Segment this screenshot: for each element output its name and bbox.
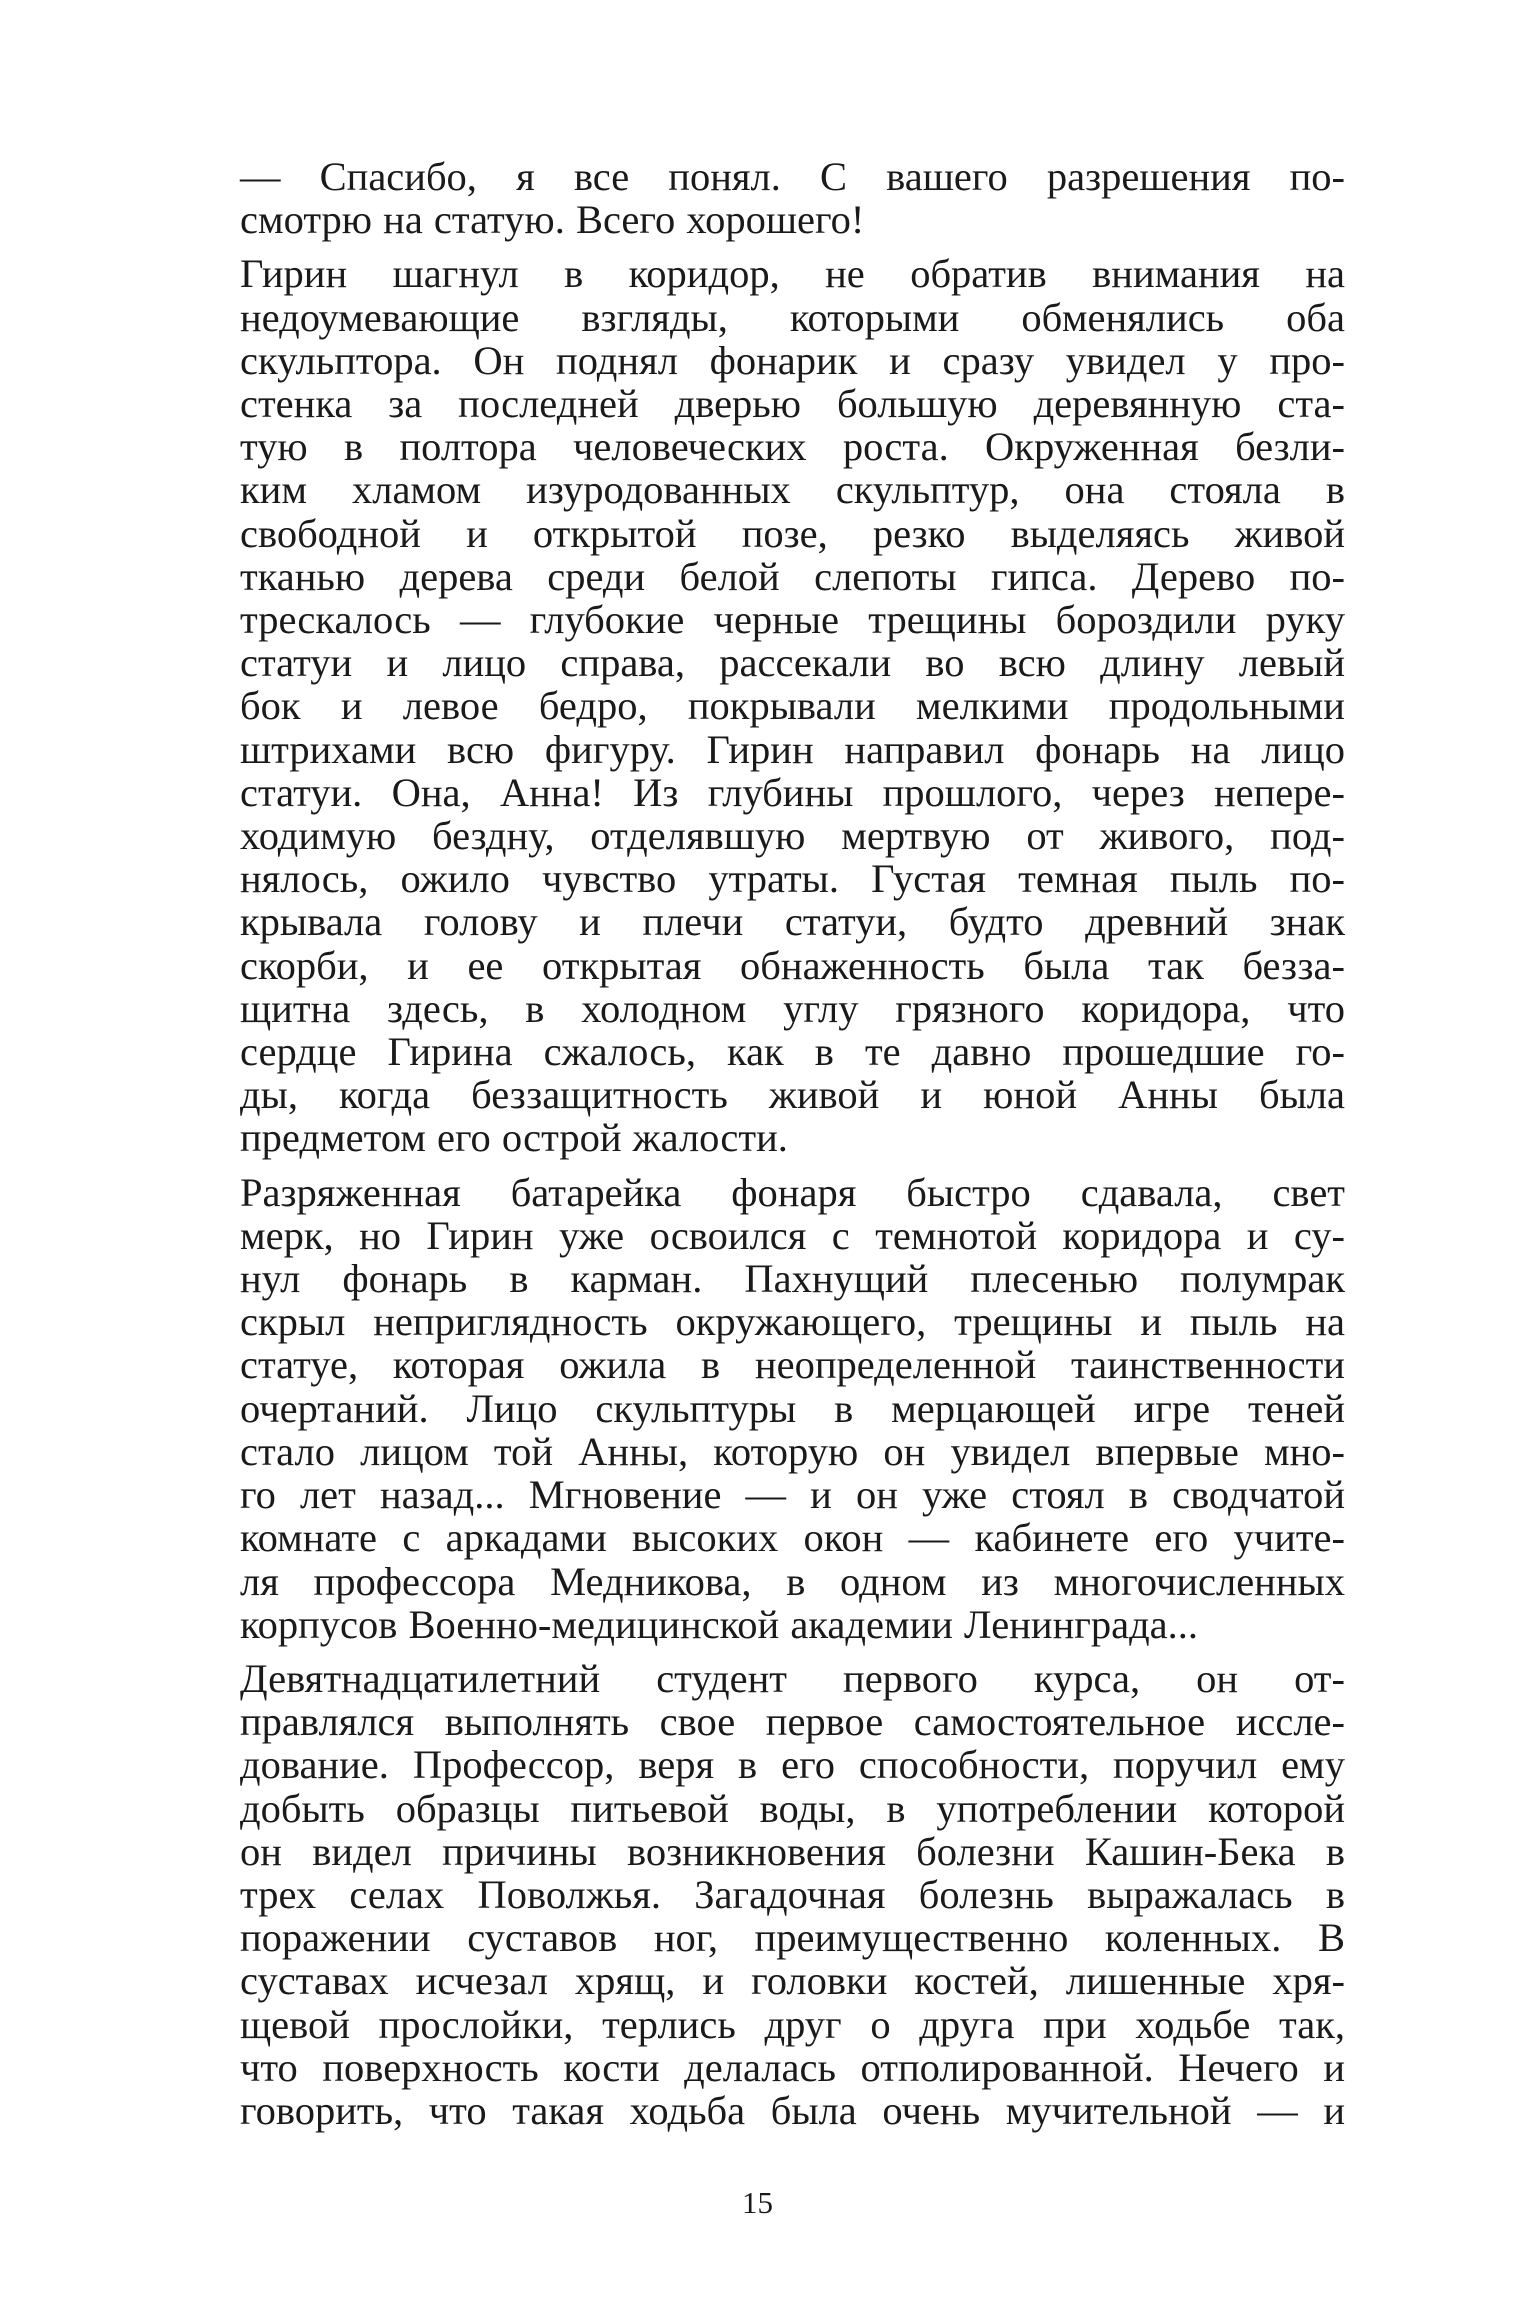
paragraph-4 bbox=[170, 1657, 1345, 2132]
text-line: мерк, но Гирин уже освоился с темнотой коридора и су- bbox=[240, 1212, 1345, 1258]
text-line: статуи. Она, Анна! Из глубины прошлого, через непере- bbox=[240, 769, 1345, 815]
text-line: крывала голову и плечи статуи, будто древний знак bbox=[240, 899, 1345, 945]
text-line: нялось, ожило чувство утраты. Густая темная пыль по- bbox=[240, 856, 1345, 902]
text-line: дование. Профессор, веря в его способности, поручил ему bbox=[240, 1742, 1345, 1788]
text-line: тканью дерева среди белой слепоты гипса. Дерево по- bbox=[240, 553, 1345, 599]
text-line: штрихами всю фигуру. Гирин направил фонарь на лицо bbox=[240, 726, 1345, 772]
text-line: ким хламом изуродованных скульптур, она стояла в bbox=[240, 467, 1345, 513]
paragraph-3 bbox=[170, 1171, 1345, 1646]
text-line: скрыл неприглядность окружающего, трещины и пыль на bbox=[240, 1299, 1345, 1345]
text-line: сердце Гирина сжалось, как в те давно прошедшие го- bbox=[240, 1029, 1345, 1075]
text-line: стенка за последней дверью большую деревянную ста- bbox=[240, 381, 1345, 427]
text-line: комнате с аркадами высоких окон — кабинете его учите- bbox=[240, 1515, 1345, 1561]
page-body bbox=[170, 155, 1345, 2143]
text-line: ды, когда беззащитность живой и юной Анны была bbox=[240, 1072, 1345, 1118]
text-line: ля профессора Медникова, в одном из многочисленных bbox=[240, 1558, 1345, 1604]
text-line: щевой прослойки, терлись друг о друга при ходьбе так, bbox=[240, 2001, 1345, 2047]
text-line: ходимую бездну, отделявшую мертвую от живого, под- bbox=[240, 813, 1345, 859]
text-line: Девятнадцатилетний студент первого курса, он от- bbox=[240, 1655, 1345, 1701]
text-line: смотрю на статую. Всего хорошего! bbox=[240, 197, 865, 243]
text-line: недоумевающие взгляды, которыми обменялись оба bbox=[240, 294, 1345, 340]
text-line: свободной и открытой позе, резко выделяясь живой bbox=[240, 510, 1345, 556]
text-line: го лет назад... Мгновение — и он уже стоял в сводчатой bbox=[240, 1472, 1345, 1518]
paragraph-1 bbox=[170, 155, 1345, 241]
text-line: суставах исчезал хрящ, и головки костей, лишенные хря- bbox=[240, 1958, 1345, 2004]
paragraph-2 bbox=[170, 252, 1345, 1159]
text-line: правлялся выполнять свое первое самостоятельное иссле- bbox=[240, 1699, 1345, 1745]
text-line: добыть образцы питьевой воды, в употреблении которой bbox=[240, 1785, 1345, 1831]
text-line: бок и левое бедро, покрывали мелкими продольными bbox=[240, 683, 1345, 729]
text-line: корпусов Военно-медицинской академии Ленинграда... bbox=[240, 1601, 1199, 1647]
text-line: тую в полтора человеческих роста. Окруженная безли- bbox=[240, 424, 1345, 470]
text-line: трех селах Поволжья. Загадочная болезнь выражалась в bbox=[240, 1871, 1345, 1917]
text-line: говорить, что такая ходьба была очень мучительной — и bbox=[240, 2087, 1345, 2133]
text-line: — Спасибо, я все понял. С вашего разрешения по- bbox=[240, 154, 1345, 199]
text-line: предметом его острой жалости. bbox=[240, 1115, 788, 1161]
text-line: статуе, которая ожила в неопределенной таинственности bbox=[240, 1342, 1345, 1388]
text-line: нул фонарь в карман. Пахнущий плесенью полумрак bbox=[240, 1256, 1345, 1302]
text-line: скорби, и ее открытая обнаженность была так безза- bbox=[240, 942, 1345, 988]
text-line: он видел причины возникновения болезни Кашин-Бека в bbox=[240, 1828, 1345, 1874]
text-line: скульптора. Он поднял фонарик и сразу увидел у про- bbox=[240, 337, 1345, 383]
text-line: что поверхность кости делалась отполированной. Нечего и bbox=[240, 2044, 1345, 2090]
text-line: щитна здесь, в холодном углу грязного коридора, что bbox=[240, 985, 1345, 1031]
text-line: стало лицом той Анны, которую он увидел впервые мно- bbox=[240, 1428, 1345, 1474]
text-line: статуи и лицо справа, рассекали во всю длину левый bbox=[240, 640, 1345, 686]
text-line: трескалось — глубокие черные трещины бороздили руку bbox=[240, 597, 1345, 643]
text-line: поражении суставов ног, преимущественно коленных. В bbox=[240, 1915, 1345, 1961]
text-line: Разряженная батарейка фонаря быстро сдавала, свет bbox=[240, 1169, 1345, 1215]
text-line: очертаний. Лицо скульптуры в мерцающей игре теней bbox=[240, 1385, 1345, 1431]
page-number: 15 bbox=[742, 2185, 773, 2220]
text-line: Гирин шагнул в коридор, не обратив внимания на bbox=[240, 251, 1345, 297]
